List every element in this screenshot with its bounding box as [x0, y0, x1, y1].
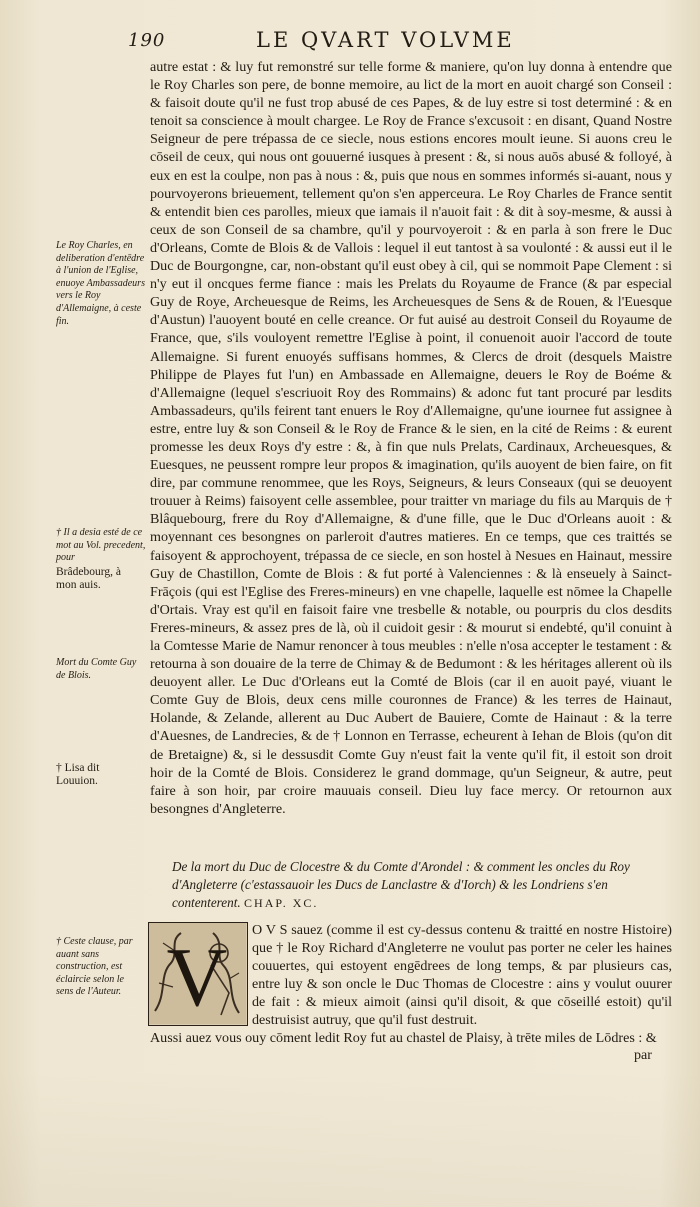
chapter-number: CHAP. XC. [244, 896, 319, 910]
chapter-opening-text: O V S sauez (comme il est cy-dessus contenu & traitté en nostre Histoire) que † le Roy Richard d'Angleterre ne voulut pas porter ne celer les haines couuertes, qui estoyent engēdrees de long temps, & par plusieurs cas, entre luy & son oncle le Duc Thomas de Clocestre : ains y voulut ouurer de fait : & mieux aimoit (ainsi qu'il disoit, & que cōseillé estoit) qu'il destruisist autruy, que qu'il fust destruit. [252, 922, 672, 1029]
margin-note-brandebourg: Brâdebourg, à mon auis. [56, 566, 121, 591]
margin-note-clause: † Ceste clause, par auant sans construction, est éclaircie selon le sens de l'Auteur. [56, 936, 133, 998]
margin-note-reference: † Il a desia esté de ce mot au Vol. precedent, pour [56, 527, 146, 564]
folio-number: 190 [128, 30, 166, 51]
running-title: LE QVART VOLVME [256, 28, 515, 52]
margin-note-death-guy: Mort du Comte Guy de Blois. [56, 657, 137, 681]
chapter-heading [172, 858, 672, 912]
margin-note-embassy: Le Roy Charles, en deliberation d'entēdre à l'union de l'Eglise, enuoye Ambassadeurs vers le Roy d'Allemaigne, à ceste fin. [56, 240, 145, 327]
page-header [128, 26, 588, 56]
page-bottom-margin [0, 1070, 700, 1207]
initial-letter: V [166, 931, 228, 1024]
chapter-continuation-text: Aussi auez vous ouy cōment ledit Roy fut au chastel de Plaisy, à trēte miles de Lōdres : & [150, 1030, 657, 1046]
decorated-initial [148, 922, 248, 1026]
chapter-title: De la mort du Duc de Clocestre & du Comte d'Arondel : & comment les oncles du Roy d'Angleterre (c'estassauoir les Ducs de Lanclastre & d'Iorch) & les Londriens s'en contenterent. [172, 859, 630, 910]
margin-note-louuion: † Lisa dit Louuion. [56, 762, 100, 787]
body-paragraph: autre estat : & luy fut remonstré sur telle forme & maniere, qu'on luy donna à entendre que le Roy Charles son pere, de bonne memoire, au lict de la mort en auoit chargé son Conseil : & faisoit doute qu'il ne fust trop abusé de ces Papes, & de luy estre si tost determiné : & en tenoit sa conscience à moult chargee. Le Roy de France s'excusoit : en disant, Quand Nostre Seigneur de pere trépassa de ce siecle, nous estions encores moult ieune. Si auons creu le cōseil de ceux, qui nous ont gouuerné iusques à present : &, si nous auōs abusé & folloyé, à eux en est la coulpe, non pas à nous : &, puis que nous en sommes informés si-auant, nous y pourvoyerons brieuement, tellement qu'on s'en apperceura. Le Roy Charles de France sentit & entendit bien ces parolles, mieux que iamais il n'auoit fait : & dit à soy-mesme, & aussi à ceux de son Conseil de sa chambre, qu'il y pourvoyeroit : & en parla à son frere le Duc d'Orleans, Comte de Blois & de Vallois : lequel il eut tantost à sa voulonté : & aussi eut il le Duc de Bourgongne, car, non-obstant qu'il eust obey à cil, qui se nommoit Pape Clement : si n'y eut il oncques ferme fiance : mais les Prelats du Royaume de France (& par especial Guy de Roye, Archeuesque de Reims, les Archeuesques de Sens & de Rouen, & l'Euesque d'Austun) l'auoyent bouté en celle creance. Or fut auisé au destroit Conseil du Royaume de France, que, s'ils vouloyent remettre l'Eglise à point, il conuenoit auoir l'accord de toute Allemaigne. Si furent enuoyés suffisans hommes, & Clercs de droit (desquels Maistre Philippe de Playes fut l'un) en Ambassade en Allemaigne, deuers le Roy de Boéme & d'Allemaigne (lequel s'escriuoit Roy des Rommains) & adonc fut tant procuré par lesdits Ambassadeurs, qu'ils feirent tant enuers le Roy d'Allemaigne, qu'une iournee fut assignee à estre, entre luy & son Conseil & le Roy de France & le sien, en la cité de Reims : & eurent promesse les deux Roys d'y estre : &, à fin que nuls Prelats, Cardinaux, Archeuesques, & Euesques, ne peussent rompre leur propos & imagination, qu'ils auoyent de bien faire, on fit dire, par commune renommee, que les Roys, Seigneurs, & leurs Conseaux (qui se deuoyent trouuer à Reims) faisoyent celle assemblee, pour traitter vn mariage du fils au Marquis de † Blâquebourg, frere du Roy d'Allemaigne, & d'une fille, que le Duc d'Orleans auoit : & moyennant ces besongnes on parleroit d'autres matieres. En ce temps, que ces traittés se faisoyent & approchoyent, trépassa de ce siecle, en son hostel à Nesues en Hainaut, messire Guy de Chastillon, Comte de Blois : & fut porté à Valenciennes : & là enseuely à Sainct-Frāçois (qui est l'Eglise des Freres-mineurs) en vne chapelle, laquelle est nōmee la Chapelle d'Ortais. Vray est qu'il en faisoit faire vne tresbelle & notable, ou pourpris du clos desdits Freres-mineurs, & assez pres de là, où il cuidoit gesir : & mourut si endebté, qu'il conuint à la Comtesse Marie de Namur renoncer à tous meubles : n'elle n'osa accepter le testament : & retourna à son douaire de la terre de Chimay & de Bedumont : & les héritages allerent où ils deuoyent aller. Le Duc d'Orleans eut la Comté de Blois (car il en auoit payé, viuant le Comte Guy de Blois, deux cens mille couronnes de France) & les terres de Hainaut, Holande, & Zelande, allerent au Duc Aubert de Bauiere, Comte de Hainaut : & la terre d'Auesnes, de Landrecies, & de † Lonnon en Terrasse, echeurent à Iehan de Blois (qu'on dit de Bretaigne) &, si le dessusdit Comte Guy n'eust fait la vente qu'il fit, il estoit son droit hoir de la Comté de Blois. Considerez le grand dommage, qu'un Seigneur, & autre, peut faire à son hoir, par croire mauuais conseil. Dieu luy face mercy. Or retournon aux besongnes d'Angleterre. [150, 59, 672, 817]
catchword: par [634, 1047, 652, 1063]
main-text-block [150, 58, 672, 818]
initial-ornament-icon [149, 923, 246, 1024]
